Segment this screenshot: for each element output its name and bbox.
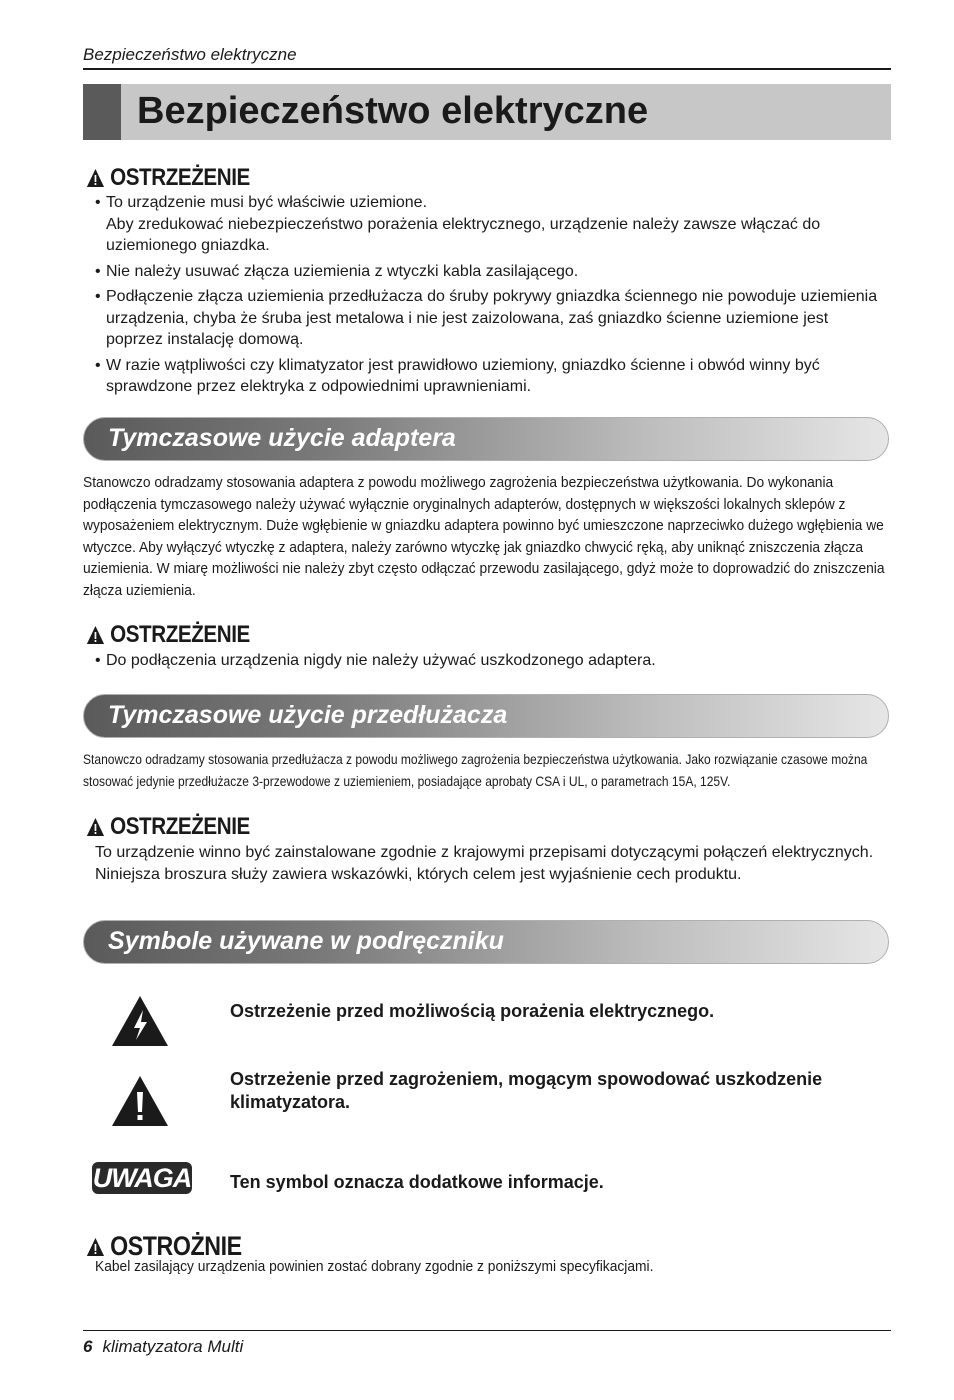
electric-shock-warning-icon [110,994,170,1048]
title-block [83,84,121,140]
warning-triangle-icon [86,817,105,837]
warning-heading [86,621,250,649]
warning-heading [86,813,250,841]
footer-rule [83,1330,891,1331]
warning-heading-text: OSTRZEŻENIE [110,621,250,648]
warning-heading-text: OSTRZEŻENIE [110,813,250,840]
section-bar-symbols [83,920,889,964]
page-number: 6 [83,1337,93,1356]
list-item: • Podłączenie złącza uziemienia przedłużacza do śruby pokrywy gniazdka ściennego nie powoduje uziemienia urządzenia, chyba że śruba jest metalowa i nie jest zaizolowana, zaś gniazdko ścienne uziemione jest poprzez instalację domową. [95,286,885,351]
section-bar-extension [83,694,889,738]
adapter-paragraph: Stanowczo odradzamy stosowania adaptera z powodu możliwego zagrożenia bezpieczeństwa użytkowania. Do wykonania podłączenia tymczasowego należy używać wyłącznie oryginalnych adapterów, dostępnych w większości lokalnych sklepów z wyposażeniem elektrycznym. Duże wgłębienie w gniazdku adaptera powinno być umieszczone naprzeciwko dużego wgłębienia we wtyczce. Aby wyłączyć wtyczkę z adaptera, należy zarówno wtyczkę jak gniazdko chwycić ręką, aby uniknąć zniszczenia złącza uziemienia. W miarę możliwości nie należy zbyt często odłączać przewodu zasilającego, gdyż może to doprowadzić do zniszczenia złącza uziemienia. [83,474,885,599]
list-item: • W razie wątpliwości czy klimatyzator jest prawidłowo uziemiony, gniazdko ścienne i obwód winny być sprawdzone przez elektryka z odpowiednimi uprawnieniami. [95,355,885,398]
warning-heading [86,164,250,192]
exclamation-warning-icon [110,1074,170,1128]
footer [83,1337,243,1357]
warning-triangle-icon [86,625,105,645]
caution-heading-text: OSTROŻNIE [110,1231,242,1261]
list-item: • Do podłączenia urządzenia nigdy nie należy używać uszkodzonego adaptera. [95,650,885,672]
list-item: • To urządzenie musi być właściwie uziemione. [95,192,885,214]
section-title: Tymczasowe użycie adaptera [108,424,456,452]
page-title: Bezpieczeństwo elektryczne [137,90,649,132]
warning-heading-text: OSTRZEŻENIE [110,164,250,191]
adapter-warning-list [95,650,885,676]
section-title: Symbole używane w podręczniku [108,927,504,955]
warning-triangle-icon [86,168,105,188]
symbol-description: Ostrzeżenie przed zagrożeniem, mogącym spowodować uszkodzenie klimatyzatora. [230,1069,823,1112]
running-header: Bezpieczeństwo elektryczne [83,45,297,64]
title-bar [83,84,891,140]
extension-warning-text: To urządzenie winno być zainstalowane zgodnie z krajowymi przepisami dotyczącymi połączeń elektrycznych. Niniejsza broszura służy zawiera wskazówki, których celem jest wyjaśnienie cech produktu. [95,844,874,883]
list-item-continuation: Aby zredukować niebezpieczeństwo porażenia elektrycznego, urządzenie należy zawsze włączać do uziemionego gniazdka. [106,215,821,254]
warning-triangle-icon [86,1237,105,1257]
footer-text: klimatyzatora Multi [102,1337,244,1356]
extension-paragraph: Stanowczo odradzamy stosowania przedłużacza z powodu możliwego zagrożenia bezpieczeństwa użytkowania. Jako rozwiązanie czasowe można stosować jedynie przedłużacze 3-przewodowe z uziemieniem, posiadające aprobaty CSA i UL, o parametrach 15A, 125V. [83,751,868,789]
section-title: Tymczasowe użycie przedłużacza [108,701,508,729]
caution-text: Kabel zasilający urządzenia powinien zostać dobrany zgodnie z poniższymi specyfikacjami. [95,1258,654,1275]
uwaga-badge: UWAGA [92,1163,192,1193]
list-item: • Nie należy usuwać złącza uziemienia z wtyczki kabla zasilającego. [95,261,885,283]
symbol-description: Ostrzeżenie przed możliwością porażenia elektrycznego. [230,1001,715,1021]
header-rule [83,68,891,70]
warning1-list [95,192,885,402]
section-bar-adapter [83,417,889,461]
symbol-description: Ten symbol oznacza dodatkowe informacje. [230,1172,604,1192]
